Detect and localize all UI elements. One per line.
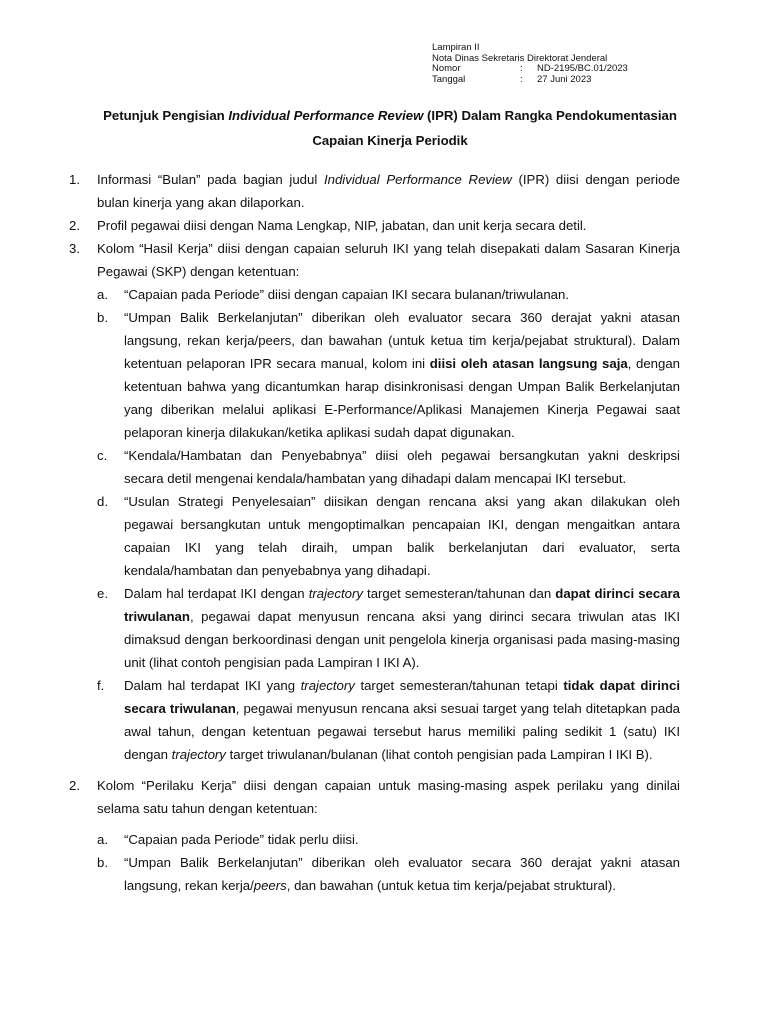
sub-item-text-italic: trajectory: [308, 586, 363, 601]
sub-item-text-italic: trajectory: [300, 678, 355, 693]
instruction-list: [69, 168, 680, 897]
list-item: [69, 237, 680, 283]
sub-item-letter: a.: [97, 287, 108, 302]
nomor-label: Nomor: [432, 63, 461, 74]
tanggal-value: 27 Juni 2023: [537, 73, 592, 85]
document-title: [40, 103, 740, 153]
sub-item-text: “Umpan Balik Berkelanjutan” diberikan oleh evaluator secara 360 derajat yakni atasan langsung, rekan kerja/: [124, 855, 680, 893]
sub-item-letter: b.: [97, 310, 108, 325]
title-part-3: (IPR) Dalam Rangka Pendokumentasian: [423, 108, 677, 123]
sub-item-text: “Capaian pada Periode” tidak perlu diisi.: [124, 832, 359, 847]
sub-item-text: “Kendala/Hambatan dan Penyebabnya” diisi oleh pegawai bersangkutan yakni deskripsi secara detil mengenai kendala/hambatan yang dihadapi dalam mencapai IKI tersebut.: [124, 448, 680, 486]
sub-item-text: target triwulanan/bulanan (lihat contoh pengisian pada Lampiran I IKI B).: [225, 747, 653, 762]
title-part-2: Individual Performance Review: [228, 108, 424, 123]
header-line-1: Lampiran II: [432, 42, 480, 53]
attachment-header: [432, 43, 628, 85]
list-item: [69, 168, 680, 214]
sub-item-letter: c.: [97, 448, 108, 463]
sub-item-text: “Capaian pada Periode” diisi dengan capaian IKI secara bulanan/triwulanan.: [124, 287, 570, 302]
tanggal-label: Tanggal: [432, 73, 466, 85]
sub-item: [69, 674, 680, 766]
sub-item: [69, 306, 680, 444]
sub-item-letter: b.: [97, 855, 108, 870]
item-text: Profil pegawai diisi dengan Nama Lengkap, NIP, jabatan, dan unit kerja secara detil.: [97, 218, 587, 233]
title-line-2: Capaian Kinerja Periodik: [312, 133, 468, 148]
sub-item-text: , dengan ketentuan bahwa yang dicantumkan harap disinkronisasi dengan Umpan Balik Berkelanjutan yang diberikan melalui aplikasi E-Performance/Aplikasi Manajemen Kinerja Pegawai saat pelaporan kinerja dilakukan/ketika aplikasi sudah dapat digunakan.: [124, 356, 680, 440]
sub-item: [69, 582, 680, 674]
item-number: 3.: [69, 241, 80, 256]
sub-item: [69, 490, 680, 582]
sub-item-letter: d.: [97, 494, 108, 509]
sub-item-text: , dan bawahan (untuk ketua tim kerja/pejabat struktural).: [286, 878, 616, 893]
list-item: [69, 774, 680, 820]
title-part-1: Petunjuk Pengisian: [103, 108, 229, 123]
sub-item: [69, 828, 680, 851]
sub-item-text: target semesteran/tahunan tetapi: [354, 678, 564, 693]
sub-item: [69, 444, 680, 490]
sub-item-text: Dalam hal terdapat IKI dengan: [124, 586, 309, 601]
sub-item: [69, 851, 680, 897]
sub-item-text: Dalam hal terdapat IKI yang: [124, 678, 301, 693]
item-number: 1.: [69, 172, 80, 187]
sub-item-text: , pegawai menyusun rencana aksi sesuai target yang telah ditetapkan pada awal tahun, dengan ketentuan pegawai tersebut harus memiliki paling sedikit 1 (satu) IKI dengan: [124, 701, 680, 762]
sub-item-text-italic: peers: [253, 878, 287, 893]
item-text-italic: Individual Performance Review: [323, 172, 512, 187]
sub-item-text-italic: trajectory: [171, 747, 226, 762]
nomor-separator: :: [520, 63, 523, 74]
sub-item-letter: e.: [97, 586, 108, 601]
list-item: [69, 214, 680, 237]
item-text: Kolom “Hasil Kerja” diisi dengan capaian seluruh IKI yang telah disepakati dalam Sasaran Kinerja Pegawai (SKP) dengan ketentuan:: [97, 241, 680, 279]
sub-item-text-bold: tidak dapat dirinci secara triwulanan: [124, 678, 680, 716]
sub-item-text: “Umpan Balik Berkelanjutan” diberikan oleh evaluator secara 360 derajat yakni atasan langsung, rekan kerja/peers, dan bawahan (untuk ketua tim kerja/pejabat struktural). Dalam ketentuan pelaporan IPR secara manual, kolom ini: [124, 310, 680, 371]
sub-item-letter: a.: [97, 832, 108, 847]
item-text: Kolom “Perilaku Kerja” diisi dengan capaian untuk masing-masing aspek perilaku yang dinilai selama satu tahun dengan ketentuan:: [97, 778, 680, 816]
sub-item-text-bold: diisi oleh atasan langsung saja: [429, 356, 628, 371]
sub-item-text: target semesteran/tahunan dan: [362, 586, 556, 601]
title-line-1: [40, 103, 740, 128]
header-tanggal-row: [432, 75, 628, 86]
sub-item-letter: f.: [97, 678, 105, 693]
nomor-value: ND-2195/BC.01/2023: [537, 63, 628, 74]
sub-item: [69, 283, 680, 306]
sub-item-text: “Usulan Strategi Penyelesaian” diisikan dengan rencana aksi yang akan dilakukan oleh pegawai bersangkutan untuk mengoptimalkan pencapaian IKI, dengan mengaitkan antara capaian IKI yang telah diraih, umpan balik berkelanjutan dari evaluator, serta kendala/hambatan dan penyebabnya yang dihadapi.: [124, 494, 680, 578]
item-number: 2.: [69, 778, 80, 793]
sub-item-text-bold: dapat dirinci secara triwulanan: [124, 586, 681, 624]
sub-item-text: , pegawai dapat menyusun rencana aksi yang dirinci secara triwulan atas IKI dimaksud dengan berkoordinasi dengan unit pengelola kinerja organisasi pada masing-masing unit (lihat contoh pengisian pada Lampiran I IKI A).: [124, 609, 680, 670]
header-line-2: Nota Dinas Sekretaris Direktorat Jenderal: [432, 52, 608, 64]
tanggal-separator: :: [520, 73, 523, 85]
item-number: 2.: [69, 218, 80, 233]
header-nomor-row: [432, 64, 628, 75]
item-text: Informasi “Bulan” pada bagian judul: [97, 172, 324, 187]
item-text: (IPR) diisi dengan periode bulan kinerja yang akan dilaporkan.: [97, 172, 681, 210]
